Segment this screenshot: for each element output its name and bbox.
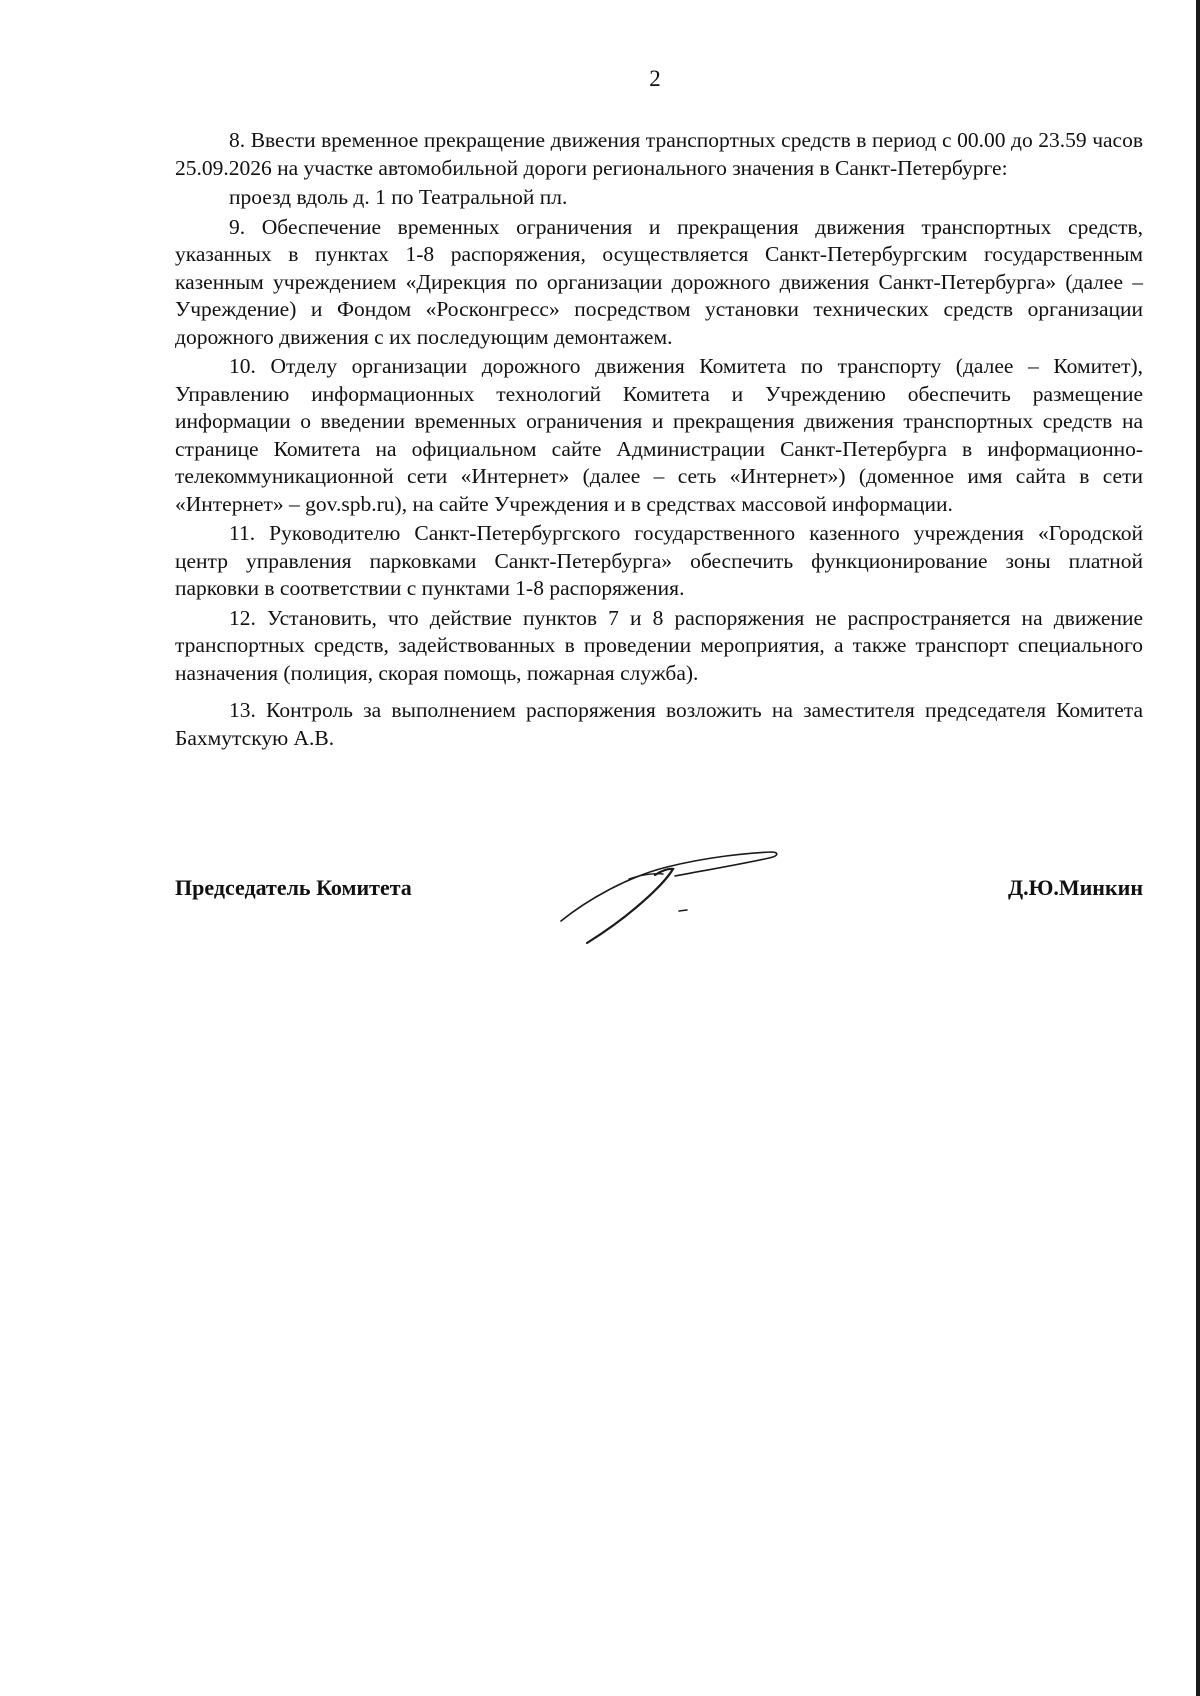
handwritten-signature <box>557 845 797 945</box>
paragraph-item-9: 9. Обеспечение временных ограничения и прекращения движения транспортных средств, указанных в пунктах 1-8 распоряжения, осуществляется Санкт-Петербургским государственным казенным учреждением «Дирекция по организации дорожного движения Санкт-Петербурга» (далее – Учреждение) и Фондом «Росконгресс» посредством установки технических средств организации дорожного движения с их последующим демонтажем. <box>175 214 1143 349</box>
paragraph-item-13: 13. Контроль за выполнением распоряжения возложить на заместителя председателя Комитета Бахмутскую А.В. <box>175 698 1143 750</box>
signer-name: Д.Ю.Минкин <box>1007 875 1143 900</box>
scan-edge-border <box>1196 0 1200 1696</box>
page-number: 2 <box>649 66 661 91</box>
paragraph-item-11: 11. Руководителю Санкт-Петербургского государственного казенного учреждения «Городской центр управления парковками Санкт-Петербурга» обеспечить функционирование зоны платной парковки в соответствии с пунктами 1-8 распоряжения. <box>175 521 1143 600</box>
paragraph-item-8: 8. Ввести временное прекращение движения транспортных средств в период с 00.00 до 23.59 часов 25.09.2026 на участке автомобильной дороги регионального значения в Санкт-Петербурге: <box>175 128 1143 180</box>
paragraph-item-10: 10. Отделу организации дорожного движения Комитета по транспорту (далее – Комитет), Управлению информационных технологий Комитета и Учреждению обеспечить размещение информации о введении временных ограничения и прекращения движения транспортных средств на странице Комитета на официальном сайте Администрации Санкт-Петербурга в информационно-телекоммуникационной сети «Интернет» (далее – сеть «Интернет») (доменное имя сайта в сети «Интернет» – gov.spb.ru), на сайте Учреждения и в средствах массовой информации. <box>175 354 1143 516</box>
signature-block <box>175 845 1143 945</box>
paragraph-item-8-detail: проезд вдоль д. 1 по Театральной пл. <box>229 185 568 209</box>
document-body <box>175 127 1143 752</box>
paragraph-item-12: 12. Установить, что действие пунктов 7 и 8 распоряжения не распространяется на движение транспортных средств, задействованных в проведении мероприятия, а также транспорт специального назначения (полиция, скорая помощь, пожарная служба). <box>175 605 1143 685</box>
signer-title: Председатель Комитета <box>175 875 412 900</box>
